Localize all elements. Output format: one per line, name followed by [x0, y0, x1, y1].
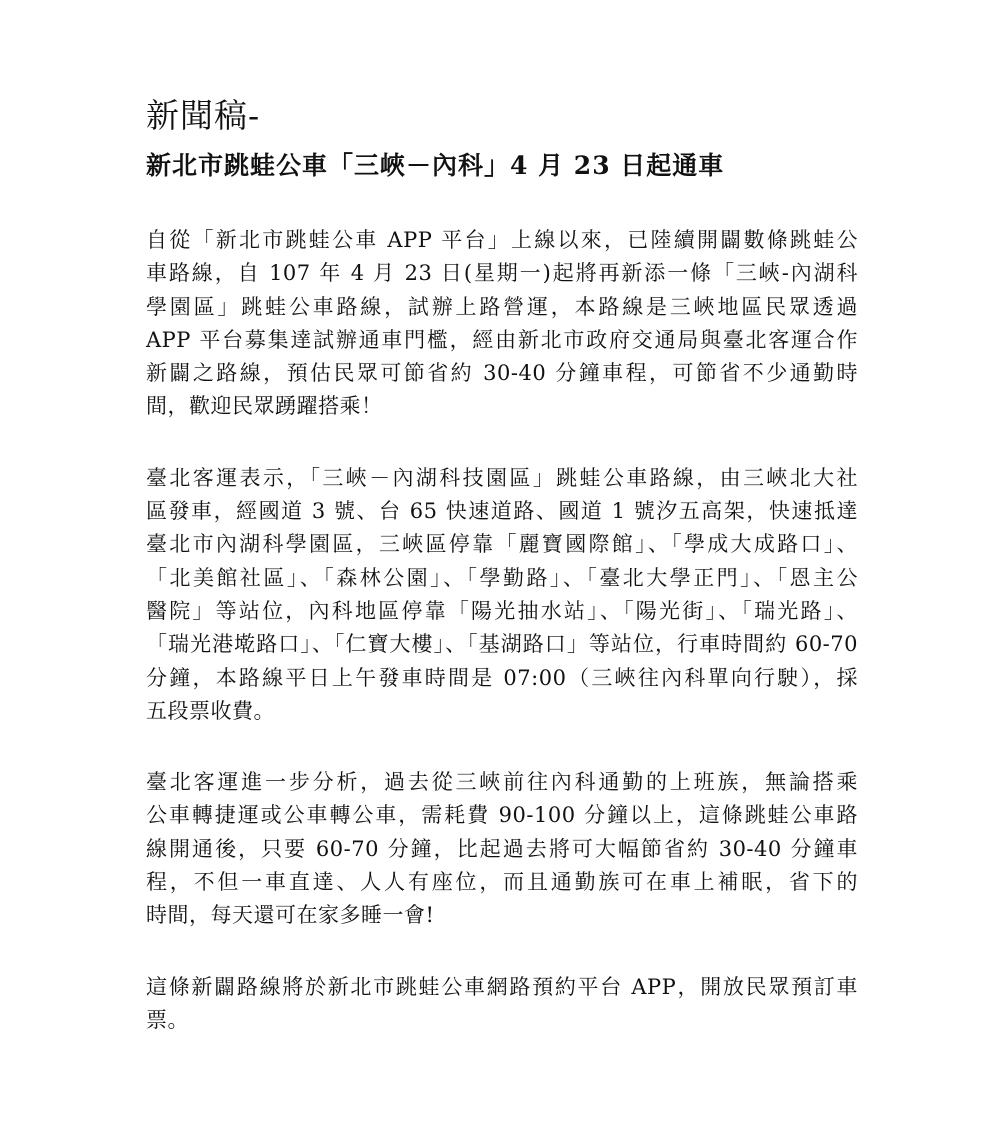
paragraph-1 [146, 224, 858, 424]
text-line: 這條新闢路線將於新北市跳蛙公車網路預約平台 APP，開放民眾預訂車 [146, 974, 858, 999]
text-line: 五段票收費。 [146, 698, 275, 723]
text-line: 「瑞光港墘路口」、「仁寶大樓」、「基湖路口」等站位，行車時間約 60-70 [146, 632, 858, 657]
text-line: 間，歡迎民眾踴躍搭乘！ [146, 394, 383, 419]
paragraph-3 [146, 766, 858, 932]
text-line: 時間，每天還可在家多睡一會! [146, 903, 435, 928]
press-release-label: 新聞稿- [146, 96, 261, 135]
text-line: 「北美館社區」、「森林公園」、「學勤路」、「臺北大學正門」、「恩主公 [146, 565, 858, 590]
text-line: 學園區」跳蛙公車路線，試辦上路營運，本路線是三峽地區民眾透過 [146, 294, 858, 319]
text-line: 車路線，自 107 年 4 月 23 日(星期一)起將再新添一條「三峽-內湖科 [146, 261, 858, 286]
text-line: 區發車，經國道 3 號、台 65 快速道路、國道 1 號汐五高架，快速抵達 [146, 499, 858, 524]
text-line: 分鐘，本路線平日上午發車時間是 07:00（三峽往內科單向行駛），採 [146, 665, 858, 690]
paragraph-4 [146, 971, 858, 1038]
headline: 新北市跳蛙公車「三峽－內科」4 月 23 日起通車 [146, 151, 725, 180]
text-line: 票。 [146, 1007, 189, 1032]
article-body [146, 224, 858, 1075]
paragraph-2 [146, 462, 858, 728]
text-line: 程，不但一車直達、人人有座位，而且通勤族可在車上補眠，省下的 [146, 870, 858, 895]
text-line: 自從「新北市跳蛙公車 APP 平台」上線以來，已陸續開闢數條跳蛙公 [146, 228, 858, 252]
text-line: 醫院」等站位，內科地區停靠「陽光抽水站」、「陽光街」、「瑞光路」、 [146, 598, 858, 623]
text-line: APP 平台募集達試辦通車門檻，經由新北市政府交通局與臺北客運合作 [146, 327, 858, 352]
text-line: 新闢之路線，預估民眾可節省約 30-40 分鐘車程，可節省不少通勤時 [146, 361, 858, 386]
text-line: 臺北市內湖科學園區，三峽區停靠「麗寶國際館」、「學成大成路口」、 [146, 532, 858, 557]
text-line: 線開通後，只要 60-70 分鐘，比起過去將可大幅節省約 30-40 分鐘車 [146, 836, 858, 861]
text-line: 公車轉捷運或公車轉公車，需耗費 90-100 分鐘以上，這條跳蛙公車路 [146, 803, 858, 828]
text-line: 臺北客運進一步分析，過去從三峽前往內科通勤的上班族，無論搭乘 [146, 770, 858, 795]
text-line: 臺北客運表示，「三峽－內湖科技園區」跳蛙公車路線，由三峽北大社 [146, 465, 858, 490]
